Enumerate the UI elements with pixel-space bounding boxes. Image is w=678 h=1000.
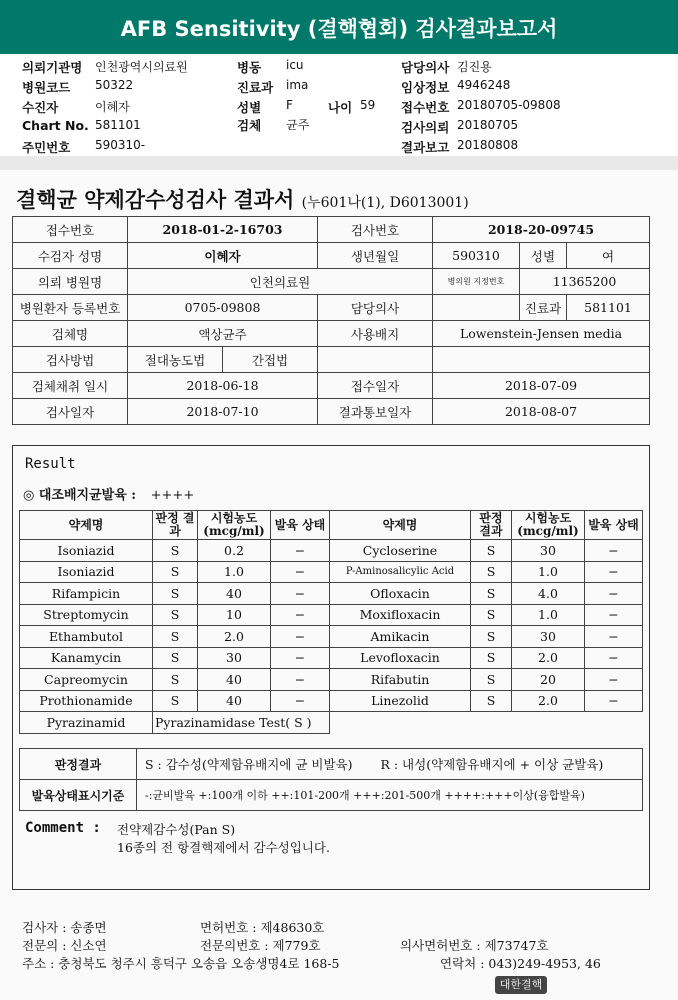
column-header: 시험농도 (mcg/ml)	[512, 511, 585, 540]
table-row	[13, 373, 650, 399]
drug-name-cell: Prothionamide	[20, 690, 153, 712]
cell: 간접법	[223, 347, 318, 373]
comment-label: Comment :	[25, 820, 101, 836]
legend-resistant: R : 내성(약제함유배지에 + 이상 균발육)	[380, 757, 604, 772]
specialist-number: 전문의번호 : 제779호	[200, 938, 321, 953]
value-cell: S	[153, 669, 198, 691]
value-cell: −	[585, 647, 643, 669]
drug-name-cell: Isoniazid	[20, 540, 153, 562]
cell: 여	[567, 243, 650, 269]
cell: 2018-08-07	[433, 399, 650, 425]
value-cell: 40	[198, 583, 271, 605]
column-header: 약제명	[20, 511, 153, 540]
column-header: 발육 상태	[585, 511, 643, 540]
value-cell: S	[471, 626, 512, 648]
cell: 검체명	[13, 321, 128, 347]
cell: 사용배지	[318, 321, 433, 347]
patient-info-panel	[0, 54, 678, 154]
patient-value: 이혜자	[95, 100, 130, 114]
value-cell: 20	[512, 669, 585, 691]
value-cell: −	[271, 561, 330, 583]
report-date-value: 20180808	[457, 138, 519, 152]
specimen-value: 균주	[286, 118, 310, 132]
cell: 2018-07-09	[433, 373, 650, 399]
table-row	[20, 604, 643, 626]
cell: 담당의사	[318, 295, 433, 321]
value-cell: −	[585, 669, 643, 691]
value-cell: 2.0	[512, 647, 585, 669]
table-row	[20, 540, 643, 562]
table-row	[13, 399, 650, 425]
value-cell: −	[271, 690, 330, 712]
cell: 2018-20-09745	[433, 217, 650, 243]
sex-value: F	[286, 98, 293, 112]
value-cell: S	[471, 561, 512, 583]
value-cell: S	[153, 540, 198, 562]
value-cell: 0.2	[198, 540, 271, 562]
growth-criteria-text: -:균비발육 +:100개 이하 ++:101-200개 +++:201-500개 ++++:+++이상(융합발육)	[137, 780, 643, 811]
table-header-row	[20, 511, 643, 540]
drug-name-cell: Ofloxacin	[330, 583, 471, 605]
legend-sensitive: S : 감수성(약제함유배지에 균 비발육)	[145, 757, 353, 772]
cell: 절대농도법	[128, 347, 223, 373]
dept-value: ima	[286, 78, 309, 92]
value-cell: 30	[512, 540, 585, 562]
cell: 검체채취 일시	[13, 373, 128, 399]
table-row	[20, 780, 643, 811]
clinical-value: 4946248	[457, 78, 511, 92]
legend-table	[19, 748, 643, 811]
report-header-title: AFB Sensitivity (결핵협회) 검사결과보고서	[0, 0, 678, 58]
comment-line-1: 전약제감수성(Pan S)	[117, 822, 236, 837]
code-value: 50322	[95, 78, 134, 92]
code-label: 병원코드	[22, 80, 71, 95]
report-title	[16, 184, 469, 214]
divider	[0, 156, 678, 170]
request-info-table	[12, 216, 650, 425]
cell: 검사일자	[13, 399, 128, 425]
cell: Lowenstein-Jensen media	[433, 321, 650, 347]
value-cell: S	[153, 583, 198, 605]
request-label: 검사의뢰	[401, 120, 450, 135]
chart-label: Chart No.	[22, 118, 89, 133]
cell: 병의원 지정번호	[433, 269, 520, 295]
value-cell: −	[271, 583, 330, 605]
value-cell: S	[471, 583, 512, 605]
value-cell: −	[271, 540, 330, 562]
value-cell: 4.0	[512, 583, 585, 605]
table-row	[13, 217, 650, 243]
table-row	[20, 583, 643, 605]
legend-label: 판정결과	[20, 749, 137, 780]
drug-name-cell: Capreomycin	[20, 669, 153, 691]
doctor-license: 의사면허번호 : 제73747호	[400, 938, 549, 953]
value-cell: S	[471, 647, 512, 669]
value-cell: −	[585, 604, 643, 626]
report-title-text: 결핵균 약제감수성검사 결과서	[16, 187, 295, 212]
age-value: 59	[360, 98, 376, 112]
drug-name-cell: Ethambutol	[20, 626, 153, 648]
table-row	[13, 295, 650, 321]
chart-value: 581101	[95, 118, 141, 132]
cell: 진료과	[520, 295, 567, 321]
drug-name-cell: Pyrazinamid	[20, 712, 153, 734]
hospital-value: 인천광역시의료원	[95, 60, 188, 74]
drug-name-cell: Moxifloxacin	[330, 604, 471, 626]
cell: 병원환자 등록번호	[13, 295, 128, 321]
value-cell: −	[271, 604, 330, 626]
cell: 11365200	[520, 269, 650, 295]
cell: 접수번호	[13, 217, 128, 243]
cell: 성별	[520, 243, 567, 269]
drug-name-cell: Isoniazid	[20, 561, 153, 583]
table-row	[13, 347, 650, 373]
patient-label: 수진자	[22, 100, 59, 115]
pza-test-cell: Pyrazinamidase Test( S )	[153, 712, 330, 734]
rrn-label: 주민번호	[22, 140, 71, 155]
value-cell: −	[585, 583, 643, 605]
request-value: 20180705	[457, 118, 519, 132]
cell: 생년월일	[318, 243, 433, 269]
drug-name-cell: Streptomycin	[20, 604, 153, 626]
column-header: 판정 결과	[153, 511, 198, 540]
table-row	[20, 690, 643, 712]
report-date-label: 결과보고	[401, 140, 450, 155]
cell: 액상균주	[128, 321, 318, 347]
doctor-value: 김진용	[457, 60, 492, 74]
tester: 검사자 : 송종면	[22, 920, 107, 935]
drug-name-cell: P-Aminosalicylic Acid	[330, 561, 471, 583]
drug-name-cell: Rifabutin	[330, 669, 471, 691]
scanned-report	[0, 170, 678, 1000]
control-growth-value: ++++	[150, 488, 195, 503]
value-cell: −	[585, 626, 643, 648]
rrn-value: 590310-	[95, 138, 146, 152]
cell: 의뢰 병원명	[13, 269, 128, 295]
cell: 0705-09808	[128, 295, 318, 321]
legend-text	[137, 749, 643, 780]
cell: 2018-06-18	[128, 373, 318, 399]
drug-name-cell: Cycloserine	[330, 540, 471, 562]
column-header: 약제명	[330, 511, 471, 540]
cell: 검사번호	[318, 217, 433, 243]
control-growth	[23, 484, 194, 503]
cell: 581101	[567, 295, 650, 321]
table-row	[13, 243, 650, 269]
table-row	[20, 749, 643, 780]
value-cell: −	[585, 690, 643, 712]
drug-name-cell: Amikacin	[330, 626, 471, 648]
license-number: 면허번호 : 제48630호	[200, 920, 325, 935]
value-cell: 10	[198, 604, 271, 626]
cell: 수검자 성명	[13, 243, 128, 269]
value-cell: 1.0	[198, 561, 271, 583]
cell: 인천의료원	[128, 269, 433, 295]
address: 주소 : 충청북도 청주시 흥덕구 오송읍 오송생명4로 168-5	[22, 956, 340, 971]
table-row	[20, 561, 643, 583]
drug-name-cell: Kanamycin	[20, 647, 153, 669]
value-cell: S	[471, 669, 512, 691]
value-cell: 40	[198, 669, 271, 691]
value-cell: S	[153, 604, 198, 626]
column-header: 시험농도 (mcg/ml)	[198, 511, 271, 540]
receipt-value: 20180705-09808	[457, 98, 561, 112]
hospital-label: 의뢰기관명	[22, 60, 83, 75]
cell: 접수일자	[318, 373, 433, 399]
drug-name-cell: Linezolid	[330, 690, 471, 712]
table-row	[20, 712, 643, 734]
specialist: 전문의 : 신소연	[22, 938, 107, 953]
phone: 연락처 : 043)249-4953, 46	[440, 956, 601, 971]
value-cell: 40	[198, 690, 271, 712]
cell: 검사방법	[13, 347, 128, 373]
cell: 이혜자	[128, 243, 318, 269]
table-row	[20, 669, 643, 691]
receipt-label: 접수번호	[401, 100, 450, 115]
value-cell: −	[271, 647, 330, 669]
value-cell: 2.0	[512, 690, 585, 712]
growth-criteria-label: 발육상태표시기준	[20, 780, 137, 811]
cell: 2018-07-10	[128, 399, 318, 425]
result-label: Result	[25, 456, 76, 472]
value-cell: −	[585, 540, 643, 562]
ward-label: 병동	[237, 60, 262, 75]
cell	[318, 347, 433, 373]
table-row	[13, 321, 650, 347]
value-cell: S	[153, 626, 198, 648]
clinical-label: 임상정보	[401, 80, 450, 95]
value-cell: S	[153, 561, 198, 583]
column-header: 판정 결과	[471, 511, 512, 540]
table-row	[20, 647, 643, 669]
drug-name-cell: Rifampicin	[20, 583, 153, 605]
value-cell: 30	[512, 626, 585, 648]
specimen-label: 검체	[237, 118, 262, 133]
value-cell: 1.0	[512, 604, 585, 626]
drug-table-body	[20, 540, 643, 734]
drug-name-cell: Levofloxacin	[330, 647, 471, 669]
value-cell: −	[585, 561, 643, 583]
column-header: 발육 상태	[271, 511, 330, 540]
table-row	[20, 626, 643, 648]
value-cell: 30	[198, 647, 271, 669]
cell: 결과통보일자	[318, 399, 433, 425]
value-cell: S	[471, 604, 512, 626]
institution-stamp: 대한결핵	[495, 976, 547, 994]
report-form-number: (누601나(1), D6013001)	[301, 195, 469, 211]
ward-value: icu	[286, 58, 304, 72]
value-cell: S	[153, 690, 198, 712]
control-growth-label: ◎ 대조배지균발육 :	[23, 488, 137, 503]
dept-label: 진료과	[237, 80, 274, 95]
value-cell: S	[471, 690, 512, 712]
cell	[433, 295, 520, 321]
doctor-label: 담당의사	[401, 60, 450, 75]
comment-line-2: 16종의 전 항결핵제에서 감수성입니다.	[117, 840, 330, 855]
value-cell: −	[271, 669, 330, 691]
value-cell: S	[153, 647, 198, 669]
value-cell: 2.0	[198, 626, 271, 648]
result-section	[12, 445, 650, 890]
table-row	[13, 269, 650, 295]
value-cell: S	[471, 540, 512, 562]
cell	[433, 347, 650, 373]
value-cell: −	[271, 626, 330, 648]
sex-label: 성별	[237, 100, 262, 115]
cell: 590310	[433, 243, 520, 269]
empty-cell	[330, 712, 643, 734]
drug-sensitivity-table	[19, 510, 643, 734]
age-label: 나이	[328, 100, 353, 115]
value-cell: 1.0	[512, 561, 585, 583]
cell: 2018-01-2-16703	[128, 217, 318, 243]
